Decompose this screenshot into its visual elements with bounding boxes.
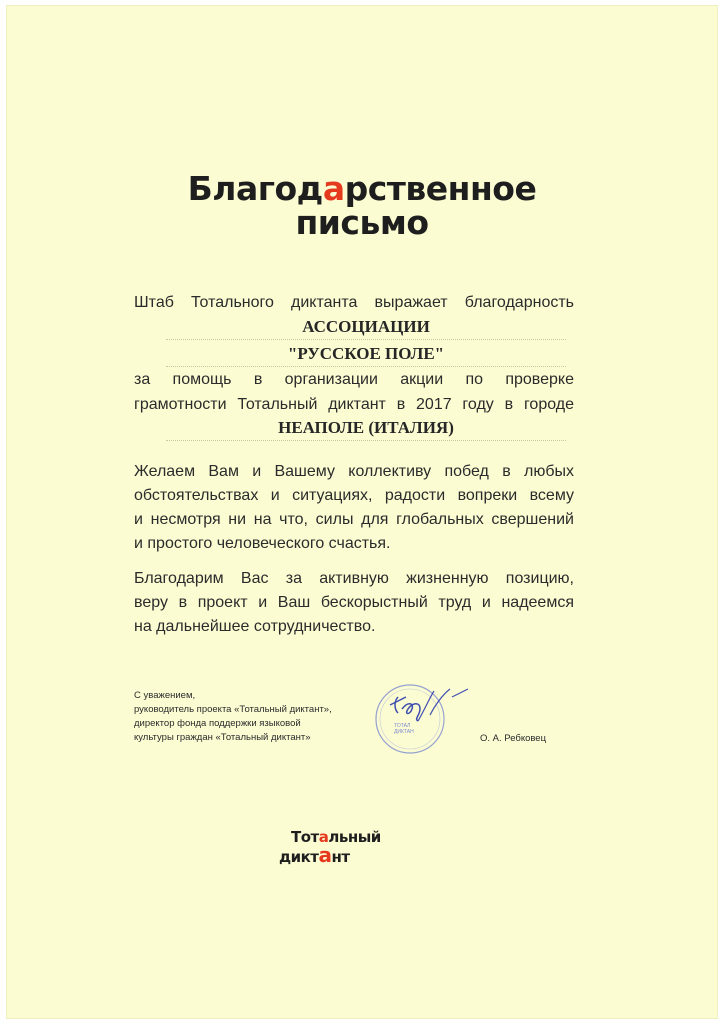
certificate-page — [6, 5, 718, 1019]
svg-text:ТОТАЛ: ТОТАЛ — [394, 723, 411, 729]
signature-line: культуры граждан «Тотальный диктант» — [134, 732, 311, 743]
wish-line: и несмотря ни на что, силы для глобальных свершений — [134, 511, 574, 528]
signature-line: С уважением, — [134, 690, 196, 701]
logo-part: Тот — [291, 828, 319, 846]
wish-line: обстоятельствах и ситуациях, радости вопреки всему — [134, 487, 574, 504]
intro-text: Штаб Тотального диктанта выражает благодарность — [134, 294, 574, 311]
logo-accent-letter: а — [318, 843, 332, 867]
logo-part: дикт — [279, 848, 319, 866]
thanks-line: Благодарим Вас за активную жизненную позицию, — [134, 570, 574, 587]
reason-line-1: за помощь в организации акции по проверке — [134, 371, 574, 388]
title-part-2: рственное — [344, 169, 537, 208]
wish-line: и простого человеческого счастья. — [134, 535, 391, 552]
totalny-diktant-logo — [279, 828, 429, 868]
thanks-line: на дальнейшее сотрудничество. — [134, 618, 376, 635]
title-part-1: Благод — [187, 169, 323, 208]
city-name: НЕАПОЛЕ (ИТАЛИЯ) — [166, 416, 566, 441]
title-accent-letter: а — [322, 169, 345, 208]
thanks-line: веру в проект и Ваш бескорыстный труд и надеемся — [134, 594, 574, 611]
reason-line-2: грамотности Тотальный диктант в 2017 году в городе — [134, 396, 574, 413]
svg-text:ДИКТАН: ДИКТАН — [394, 729, 414, 735]
signature-line: директор фонда поддержки языковой — [134, 718, 301, 729]
logo-accent-letter: а — [318, 828, 329, 846]
title-line-2: письмо — [295, 203, 429, 242]
logo-part: нт — [331, 848, 350, 866]
recipient-line-2: "РУССКОЕ ПОЛЕ" — [166, 342, 566, 367]
recipient-line-1: АССОЦИАЦИИ — [166, 315, 566, 340]
signature-stamp-image — [368, 675, 488, 765]
logo-part: льный — [328, 828, 381, 846]
signature-line: руководитель проекта «Тотальный диктант», — [134, 704, 332, 715]
signer-name: О. А. Ребковец — [480, 733, 547, 744]
wish-line: Желаем Вам и Вашему коллективу побед в любых — [134, 463, 574, 480]
